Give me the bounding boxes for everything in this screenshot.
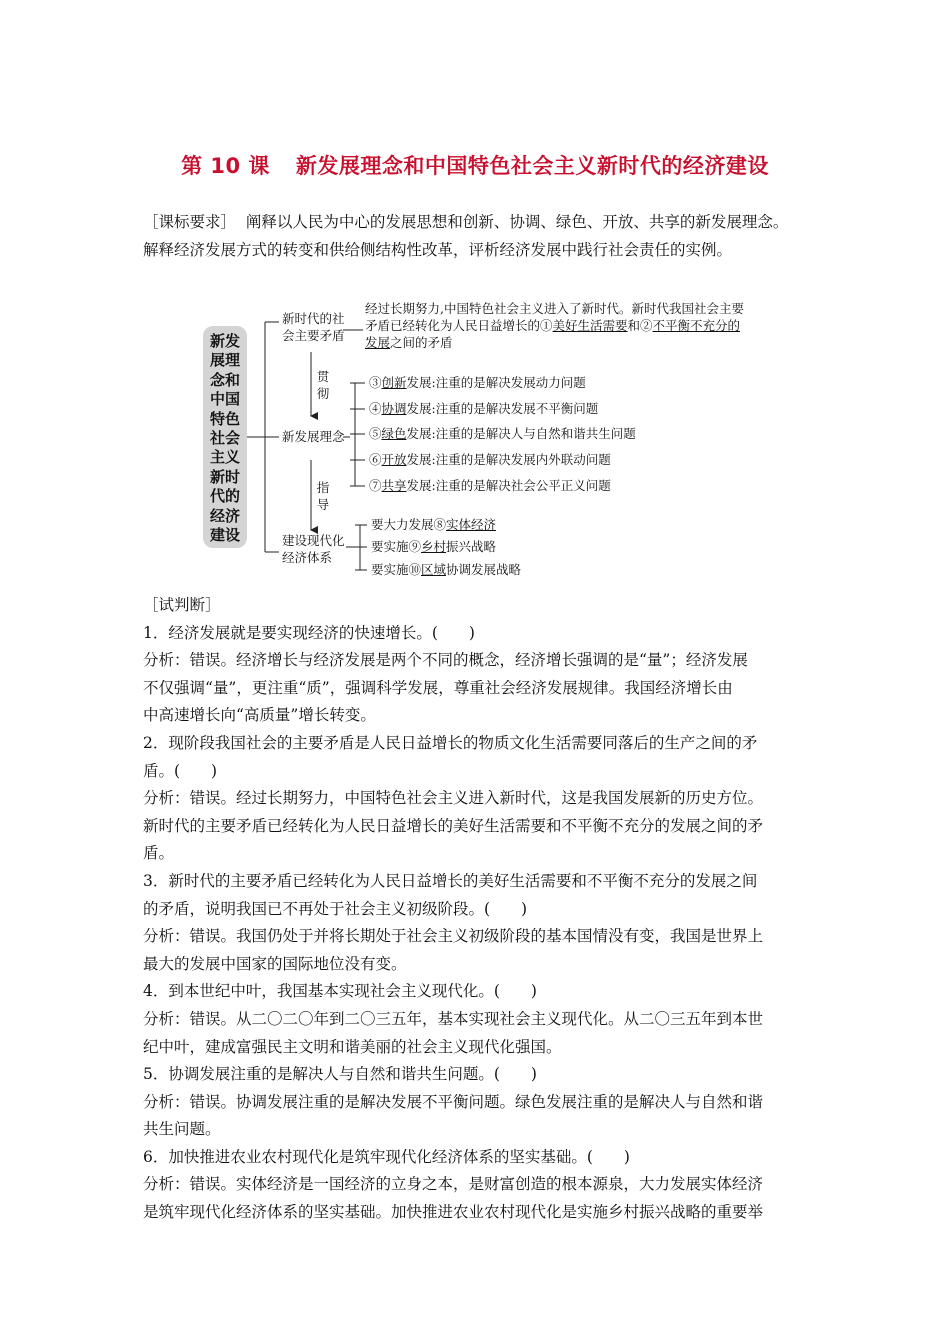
concept-item: [369, 425, 636, 442]
topic-char: 念和: [209, 370, 240, 389]
item-text: 发展:注重的是解决发展不平衡问题: [406, 401, 599, 416]
node-main-contradiction: [282, 310, 345, 344]
underlined-term: 共享: [381, 478, 407, 493]
text-line: 盾。( ): [143, 761, 218, 780]
text-line: 6．加快推进农业农村现代化是筑牢现代化经济体系的坚实基础。( ): [143, 1147, 630, 1166]
text-line: 5．协调发展注重的是解决人与自然和谐共生问题。( ): [143, 1065, 537, 1084]
concept-item: [369, 477, 611, 494]
item-text: 发展:注重的是解决社会公平正义问题: [406, 478, 611, 493]
text-line: 分析：错误。经济增长与经济发展是两个不同的概念，经济增长强调的是“量”；经济发展: [143, 651, 748, 670]
node-label-line: 建设现代化: [282, 533, 345, 548]
topic-char: 建设: [209, 526, 240, 545]
item-text: 发展:注重的是解决发展动力问题: [406, 375, 586, 390]
task-item: [371, 561, 521, 578]
node-label-line: 新时代的社: [282, 311, 345, 326]
underlined-term: 区域: [421, 562, 447, 577]
text-line: 中高速增长向“高质量”增长转变。: [143, 706, 376, 725]
text-line: 分析：错误。我国仍处于并将长期处于社会主义初级阶段的基本国情没有变，我国是世界上: [143, 927, 764, 946]
item-number: ④: [369, 401, 382, 416]
text-line: 分析：错误。从二〇二〇年到二〇三五年，基本实现社会主义现代化。从二〇三五年到本世: [143, 1009, 764, 1028]
item-text: 要实施⑩: [371, 562, 422, 577]
item-text: 协调发展战略: [446, 562, 522, 577]
text-line: 分析：错误。协调发展注重的是解决发展不平衡问题。绿色发展注重的是解决人与自然和谐: [143, 1092, 764, 1111]
topic-char: 特色: [209, 409, 240, 428]
requirements-label: ［课标要求］: [143, 213, 237, 231]
arrow-label-char: 彻: [316, 386, 330, 401]
topic-char: 新时: [209, 467, 240, 486]
arrow-label-char: 导: [316, 497, 330, 512]
text-line: 4．到本世纪中叶，我国基本实现社会主义现代化。( ): [143, 982, 537, 1001]
concept-map: [195, 292, 775, 582]
topic-char: 代的: [209, 487, 240, 506]
node-new-development-concept: 新发展理念: [282, 429, 345, 444]
text-line: 3．新时代的主要矛盾已经转化为人民日益增长的美好生活需要和不平衡不充分的发展之间: [143, 871, 758, 890]
concept-item: [369, 374, 586, 391]
node-modern-economic-system: [282, 532, 345, 566]
text-line: 最大的发展中国家的国际地位没有变。: [143, 954, 407, 973]
text-line: 不仅强调“量”，更注重“质”，强调科学发展，尊重社会经济发展规律。我国经济增长由: [143, 678, 733, 697]
concept-item: [369, 400, 598, 417]
text-line: 新时代的主要矛盾已经转化为人民日益增长的美好生活需要和不平衡不充分的发展之间的矛: [143, 816, 764, 835]
underlined-term: 乡村: [421, 539, 447, 554]
text-span: 之间的矛盾: [390, 335, 453, 350]
text-line: 共生问题。: [143, 1120, 221, 1139]
text-line: 分析：错误。经过长期努力，中国特色社会主义进入新时代，这是我国发展新的历史方位。: [143, 789, 764, 808]
arrow-label-char: 贯: [316, 369, 330, 384]
requirements-line-2: 解释经济发展方式的转变和供给侧结构性改革，评析经济发展中践行社会责任的实例。: [143, 241, 733, 259]
topic-char: 主义: [209, 448, 240, 467]
lesson-number: 第 10 课: [181, 154, 270, 178]
underlined-term: 发展: [365, 335, 391, 350]
text-line: 1．经济发展就是要实现经济的快速增长。( ): [143, 623, 475, 642]
underlined-term: 开放: [381, 452, 407, 467]
item-number: ⑦: [369, 478, 382, 493]
item-text: 要实施⑨: [371, 539, 422, 554]
underlined-term: 实体经济: [446, 517, 497, 532]
text-span: 和②: [627, 318, 653, 333]
underlined-term: 绿色: [381, 426, 407, 441]
task-item: [371, 516, 496, 533]
underlined-term: 美好生活需要: [552, 318, 628, 333]
text-line: 是筑牢现代化经济体系的坚实基础。加快推进农业农村现代化是实施乡村振兴战略的重要举: [143, 1203, 764, 1222]
item-text: 振兴战略: [446, 539, 497, 554]
topic-char: 中国: [209, 390, 240, 409]
description-line: [365, 334, 744, 351]
underlined-term: 创新: [381, 375, 407, 390]
judgment-section: [143, 592, 813, 1227]
topic-char: 社会: [209, 429, 240, 448]
arrow-label-implement: [316, 368, 330, 402]
item-number: ③: [369, 375, 382, 390]
underlined-term: 协调: [381, 401, 407, 416]
text-line: 2．现阶段我国社会的主要矛盾是人民日益增长的物质文化生活需要同落后的生产之间的矛: [143, 733, 758, 752]
item-text: 发展:注重的是解决发展内外联动问题: [406, 452, 611, 467]
node-label-line: 会主要矛盾: [282, 328, 345, 343]
arrow-label-char: 指: [316, 480, 330, 495]
text-line: 纪中叶，建成富强民主文明和谐美丽的社会主义现代化强国。: [143, 1037, 562, 1056]
lesson-title: 新发展理念和中国特色社会主义新时代的经济建设: [295, 154, 769, 178]
curriculum-requirements: [143, 208, 813, 264]
topic-char: 新发: [209, 332, 240, 350]
text-line: 盾。: [143, 844, 175, 863]
contradiction-description: [365, 300, 744, 351]
item-text: 发展:注重的是解决人与自然和谐共生问题: [406, 426, 636, 441]
main-topic-box: [203, 326, 247, 548]
text-line: 分析：错误。实体经济是一国经济的立身之本，是财富创造的根本源泉，大力发展实体经济: [143, 1175, 764, 1194]
topic-char: 展理: [209, 351, 240, 370]
item-number: ⑤: [369, 426, 382, 441]
requirements-line-1: 阐释以人民为中心的发展思想和创新、协调、绿色、开放、共享的新发展理念。: [245, 213, 789, 231]
task-item: [371, 538, 496, 555]
description-line: [365, 317, 744, 334]
page-title: [0, 150, 950, 180]
underlined-term: 不平衡不充分的: [652, 318, 741, 333]
node-label-line: 经济体系: [282, 550, 333, 565]
arrow-label-guide: [316, 479, 330, 513]
topic-char: 经济: [209, 506, 240, 525]
judgment-label: ［试判断］: [143, 596, 221, 614]
item-text: 要大力发展⑧: [371, 517, 447, 532]
text-line: 的矛盾，说明我国已不再处于社会主义初级阶段。( ): [143, 899, 528, 918]
text-span: 矛盾已经转化为人民日益增长的①: [365, 318, 553, 333]
concept-item: [369, 451, 611, 468]
item-number: ⑥: [369, 452, 382, 467]
description-line: 经过长期努力,中国特色社会主义进入了新时代。新时代我国社会主要: [365, 301, 744, 316]
